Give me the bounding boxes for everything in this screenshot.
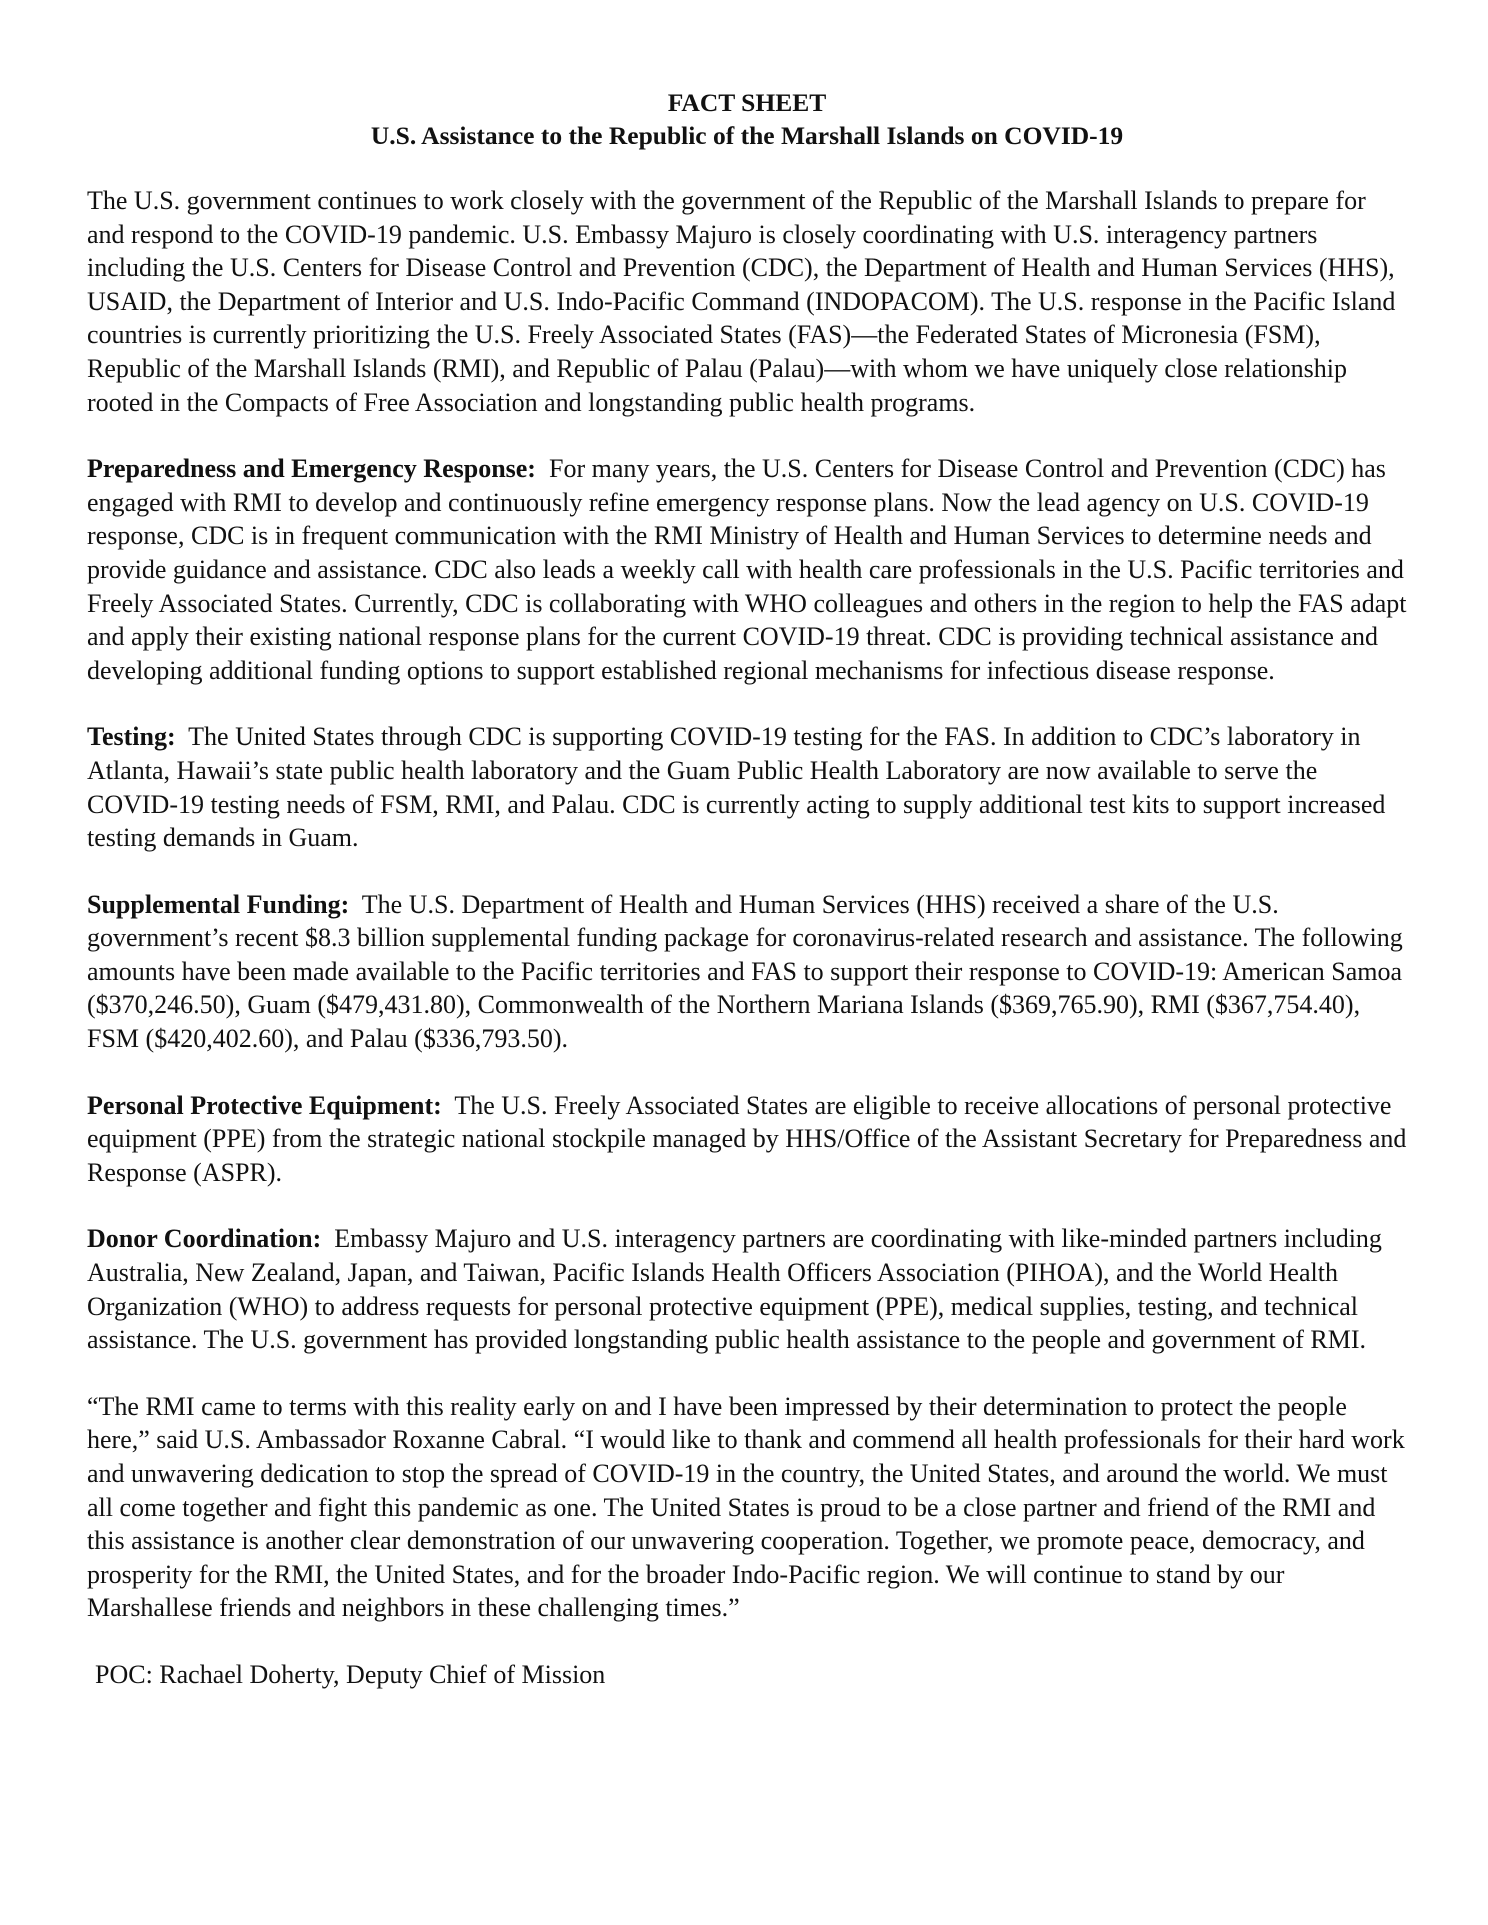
- donor-label: Donor Coordination:: [87, 1224, 322, 1254]
- ppe-paragraph: [87, 1089, 1407, 1190]
- funding-label: Supplemental Funding:: [87, 889, 350, 919]
- preparedness-label: Preparedness and Emergency Response:: [87, 454, 536, 484]
- fact-sheet-page: [87, 86, 1407, 1725]
- document-header: [87, 86, 1407, 152]
- preparedness-paragraph: [87, 452, 1407, 687]
- document-subtitle: U.S. Assistance to the Republic of the Marshall Islands on COVID-19: [370, 121, 1124, 150]
- funding-text: The U.S. Department of Health and Human Services (HHS) received a share of the U.S. government’s recent $8.3 billion supplemental funding package for coronavirus-related research and assistance. The following amounts have been made available to the Pacific territories and FAS to support their response to COVID-19: American Samoa ($370,246.50), Guam ($479,431.80), Commonwealth of the Northern Mariana Islands ($369,765.90), RMI ($367,754.40), FSM ($420,402.60), and Palau ($336,793.50).: [87, 889, 1403, 1054]
- testing-paragraph: [87, 720, 1407, 854]
- ppe-text: The U.S. Freely Associated States are eligible to receive allocations of personal protective equipment (PPE) from the strategic national stockpile managed by HHS/Office of the Assistant Secretary for Preparedness and Response (ASPR).: [87, 1090, 1407, 1187]
- ppe-label: Personal Protective Equipment:: [87, 1090, 442, 1120]
- intro-paragraph: The U.S. government continues to work closely with the government of the Republic of the Marshall Islands to prepare for and respond to the COVID-19 pandemic. U.S. Embassy Majuro is closely coordinating with U.S. interagency partners including the U.S. Centers for Disease Control and Prevention (CDC), the Department of Health and Human Services (HHS), USAID, the Department of Interior and U.S. Indo-Pacific Command (INDOPACOM). The U.S. response in the Pacific Island countries is currently prioritizing the U.S. Freely Associated States (FAS)—the Federated States of Micronesia (FSM), Republic of the Marshall Islands (RMI), and Republic of Palau (Palau)—with whom we have uniquely close relationship rooted in the Compacts of Free Association and longstanding public health programs.: [87, 186, 1396, 417]
- testing-label: Testing:: [87, 722, 176, 752]
- poc-line: POC: Rachael Doherty, Deputy Chief of Mission: [95, 1659, 606, 1689]
- donor-paragraph: [87, 1222, 1407, 1356]
- funding-paragraph: [87, 888, 1407, 1056]
- testing-text: The United States through CDC is supporting COVID-19 testing for the FAS. In addition to CDC’s laboratory in Atlanta, Hawaii’s state public health laboratory and the Guam Public Health Laboratory are now available to serve the COVID-19 testing needs of FSM, RMI, and Palau. CDC is currently acting to supply additional test kits to support increased testing demands in Guam.: [87, 722, 1386, 853]
- ambassador-quote-paragraph: “The RMI came to terms with this reality early on and I have been impressed by their determination to protect the people here,” said U.S. Ambassador Roxanne Cabral. “I would like to thank and commend all health professionals for their hard work and unwavering dedication to stop the spread of COVID-19 in the country, the United States, and around the world. We must all come together and fight this pandemic as one. The United States is proud to be a close partner and friend of the RMI and this assistance is another clear demonstration of our unwavering cooperation. Together, we promote peace, democracy, and prosperity for the RMI, the United States, and for the broader Indo-Pacific region. We will continue to stand by our Marshallese friends and neighbors in these challenging times.”: [87, 1391, 1405, 1623]
- donor-text: Embassy Majuro and U.S. interagency partners are coordinating with like-minded partners including Australia, New Zealand, Japan, and Taiwan, Pacific Islands Health Officers Association (PIHOA), and the World Health Organization (WHO) to address requests for personal protective equipment (PPE), medical supplies, testing, and technical assistance. The U.S. government has provided longstanding public health assistance to the people and government of RMI.: [87, 1224, 1382, 1355]
- document-title: FACT SHEET: [667, 88, 827, 117]
- preparedness-text: For many years, the U.S. Centers for Disease Control and Prevention (CDC) has engaged with RMI to develop and continuously refine emergency response plans. Now the lead agency on U.S. COVID-19 response, CDC is in frequent communication with the RMI Ministry of Health and Human Services to determine needs and provide guidance and assistance. CDC also leads a weekly call with health care professionals in the U.S. Pacific territories and Freely Associated States. Currently, CDC is collaborating with WHO colleagues and others in the region to help the FAS adapt and apply their existing national response plans for the current COVID-19 threat. CDC is providing technical assistance and developing additional funding options to support established regional mechanisms for infectious disease response.: [87, 454, 1407, 685]
